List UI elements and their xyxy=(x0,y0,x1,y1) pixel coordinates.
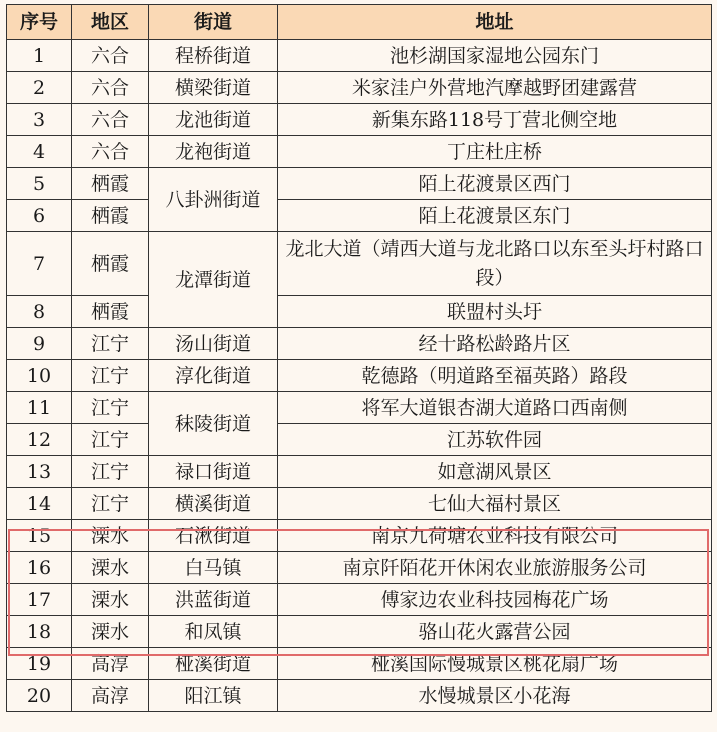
cell-address: 经十路松龄路片区 xyxy=(278,328,712,360)
cell-region: 六合 xyxy=(72,40,149,72)
cell-address: 江苏软件园 xyxy=(278,424,712,456)
header-no: 序号 xyxy=(7,5,72,40)
cell-region: 江宁 xyxy=(72,392,149,424)
cell-address: 南京九荷塘农业科技有限公司 xyxy=(278,520,712,552)
cell-address: 龙北大道（靖西大道与龙北路口以东至头圩村路口段） xyxy=(278,232,712,296)
cell-no: 18 xyxy=(7,616,72,648)
cell-region: 溧水 xyxy=(72,520,149,552)
table-row xyxy=(7,616,712,648)
cell-no: 16 xyxy=(7,552,72,584)
cell-street: 禄口街道 xyxy=(149,456,278,488)
table-row xyxy=(7,648,712,680)
cell-no: 9 xyxy=(7,328,72,360)
cell-street: 汤山街道 xyxy=(149,328,278,360)
cell-region: 六合 xyxy=(72,72,149,104)
table-row xyxy=(7,200,712,232)
cell-region: 溧水 xyxy=(72,552,149,584)
cell-street: 秣陵街道 xyxy=(149,392,278,456)
cell-street: 洪蓝街道 xyxy=(149,584,278,616)
table-row xyxy=(7,360,712,392)
cell-no: 17 xyxy=(7,584,72,616)
table-row xyxy=(7,72,712,104)
table-row xyxy=(7,488,712,520)
header-address: 地址 xyxy=(278,5,712,40)
table-row xyxy=(7,680,712,712)
table-header-row xyxy=(7,5,712,40)
cell-no: 19 xyxy=(7,648,72,680)
cell-region: 溧水 xyxy=(72,584,149,616)
cell-region: 栖霞 xyxy=(72,296,149,328)
cell-region: 江宁 xyxy=(72,488,149,520)
cell-address: 陌上花渡景区西门 xyxy=(278,168,712,200)
cell-street: 龙潭街道 xyxy=(149,232,278,328)
cell-no: 3 xyxy=(7,104,72,136)
cell-no: 5 xyxy=(7,168,72,200)
cell-no: 11 xyxy=(7,392,72,424)
cell-street: 龙池街道 xyxy=(149,104,278,136)
cell-region: 栖霞 xyxy=(72,200,149,232)
table-row xyxy=(7,328,712,360)
cell-street: 横梁街道 xyxy=(149,72,278,104)
cell-street: 桠溪街道 xyxy=(149,648,278,680)
cell-street: 龙袍街道 xyxy=(149,136,278,168)
table-row xyxy=(7,424,712,456)
cell-street: 淳化街道 xyxy=(149,360,278,392)
cell-address: 傅家边农业科技园梅花广场 xyxy=(278,584,712,616)
table-row xyxy=(7,168,712,200)
cell-street: 石湫街道 xyxy=(149,520,278,552)
cell-address: 陌上花渡景区东门 xyxy=(278,200,712,232)
cell-region: 六合 xyxy=(72,104,149,136)
table-row xyxy=(7,552,712,584)
table-row xyxy=(7,136,712,168)
cell-address: 乾德路（明道路至福英路）路段 xyxy=(278,360,712,392)
cell-no: 12 xyxy=(7,424,72,456)
table-row xyxy=(7,296,712,328)
table-row xyxy=(7,232,712,296)
cell-region: 高淳 xyxy=(72,648,149,680)
cell-address: 将军大道银杏湖大道路口西南侧 xyxy=(278,392,712,424)
cell-address: 联盟村头圩 xyxy=(278,296,712,328)
cell-region: 六合 xyxy=(72,136,149,168)
cell-no: 8 xyxy=(7,296,72,328)
table-row xyxy=(7,520,712,552)
cell-address: 池杉湖国家湿地公园东门 xyxy=(278,40,712,72)
cell-no: 7 xyxy=(7,232,72,296)
cell-address: 七仙大福村景区 xyxy=(278,488,712,520)
cell-address: 新集东路118号丁营北侧空地 xyxy=(278,104,712,136)
cell-no: 20 xyxy=(7,680,72,712)
table-row xyxy=(7,104,712,136)
cell-address: 骆山花火露营公园 xyxy=(278,616,712,648)
cell-region: 栖霞 xyxy=(72,232,149,296)
cell-region: 高淳 xyxy=(72,680,149,712)
cell-address: 如意湖风景区 xyxy=(278,456,712,488)
cell-address: 丁庄杜庄桥 xyxy=(278,136,712,168)
cell-address: 米家洼户外营地汽摩越野团建露营 xyxy=(278,72,712,104)
cell-no: 4 xyxy=(7,136,72,168)
cell-no: 13 xyxy=(7,456,72,488)
cell-no: 2 xyxy=(7,72,72,104)
cell-address: 桠溪国际慢城景区桃花扇广场 xyxy=(278,648,712,680)
table-row xyxy=(7,456,712,488)
table-row xyxy=(7,392,712,424)
cell-region: 溧水 xyxy=(72,616,149,648)
cell-region: 江宁 xyxy=(72,328,149,360)
table-row xyxy=(7,584,712,616)
cell-region: 江宁 xyxy=(72,424,149,456)
table-row xyxy=(7,40,712,72)
cell-street: 和凤镇 xyxy=(149,616,278,648)
header-street: 街道 xyxy=(149,5,278,40)
cell-street: 横溪街道 xyxy=(149,488,278,520)
cell-no: 10 xyxy=(7,360,72,392)
cell-street: 程桥街道 xyxy=(149,40,278,72)
cell-address: 水慢城景区小花海 xyxy=(278,680,712,712)
location-table xyxy=(6,4,712,712)
cell-no: 1 xyxy=(7,40,72,72)
cell-no: 6 xyxy=(7,200,72,232)
cell-region: 栖霞 xyxy=(72,168,149,200)
cell-street: 八卦洲街道 xyxy=(149,168,278,232)
cell-region: 江宁 xyxy=(72,360,149,392)
cell-street: 阳江镇 xyxy=(149,680,278,712)
cell-address: 南京阡陌花开休闲农业旅游服务公司 xyxy=(278,552,712,584)
cell-no: 14 xyxy=(7,488,72,520)
cell-region: 江宁 xyxy=(72,456,149,488)
header-region: 地区 xyxy=(72,5,149,40)
cell-street: 白马镇 xyxy=(149,552,278,584)
cell-no: 15 xyxy=(7,520,72,552)
